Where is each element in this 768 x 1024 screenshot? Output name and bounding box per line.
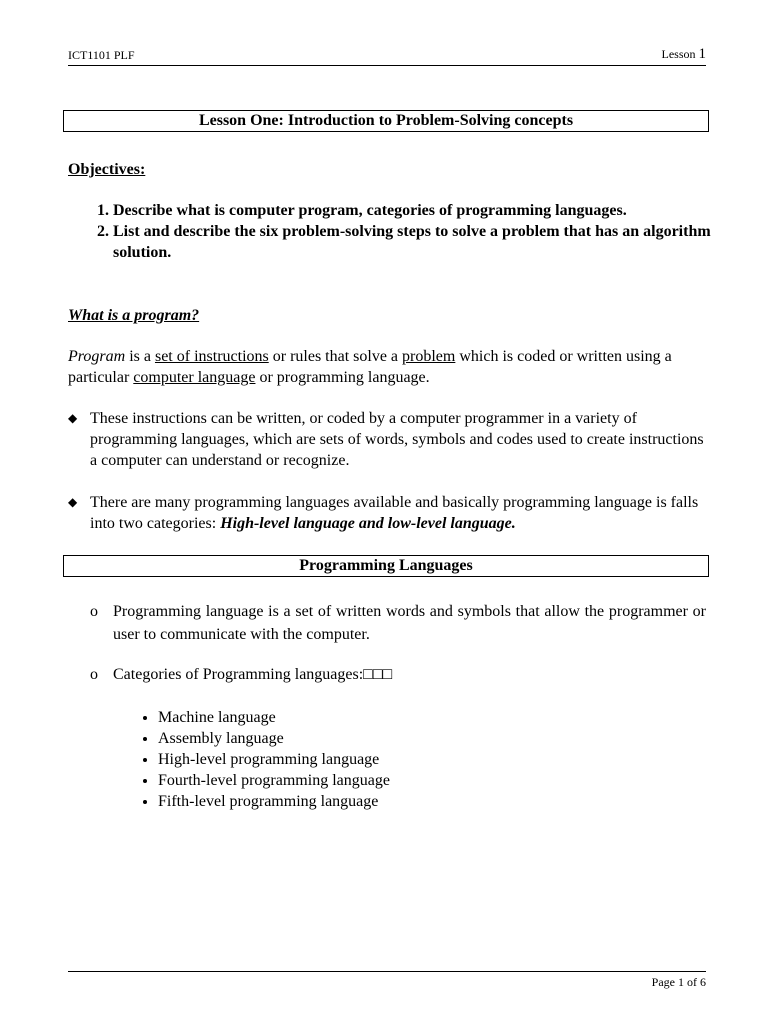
o-item-text: Programming language is a set of written words and symbols that allow the programmer or user to communicate with the computer. [113, 603, 706, 643]
section-title-programming-languages: Programming Languages [63, 555, 709, 577]
objective-item: 1. Describe what is computer program, categories of programming languages. [113, 200, 753, 221]
def-underline-instructions: set of instructions [154, 348, 269, 365]
o-item-definition [90, 600, 706, 646]
header-lesson [662, 46, 707, 63]
o-item-text: Categories of Programming languages:□□□ [113, 666, 393, 683]
lesson-title: Lesson One: Introduction to Problem-Solving concepts [63, 110, 709, 132]
diamond-bullet-icon: ◆ [68, 411, 78, 425]
circle-bullet-icon: o [90, 666, 98, 683]
o-item-categories [90, 664, 706, 685]
program-definition [68, 346, 708, 388]
objective-item: 2. List and describe the six problem-solving steps to solve a problem that has an algorithm solution. [113, 221, 753, 263]
language-item: • Fourth-level programming language [158, 770, 390, 791]
header-lesson-label: Lesson [661, 47, 696, 61]
program-term: Program [68, 348, 126, 365]
header-rule [68, 65, 706, 66]
objectives-list [68, 200, 753, 263]
bullet-categories [68, 492, 708, 534]
language-item: • High-level programming language [158, 749, 390, 770]
language-item: • Fifth-level programming language [158, 791, 390, 812]
bullet-text: These instructions can be written, or coded by a computer programmer in a variety of programming languages, which are sets of words, symbols and codes used to create instructions a computer can understand or recognize. [90, 410, 704, 469]
def-text: is a [125, 348, 155, 365]
what-is-program-heading: What is a program? [68, 307, 200, 324]
diamond-bullet-icon: ◆ [68, 495, 78, 509]
objectives-heading: Objectives: [68, 161, 146, 178]
bullet-instructions [68, 408, 708, 471]
footer-rule [68, 971, 706, 972]
def-text: or programming language. [255, 369, 430, 386]
circle-bullet-icon: o [90, 603, 98, 620]
def-text: which is coded or written using a particular [68, 348, 672, 386]
language-list [130, 707, 390, 812]
def-text: or rules that solve a [268, 348, 403, 365]
def-underline-problem: problem [402, 348, 456, 365]
bullet-text [90, 492, 708, 534]
header-course: ICT1101 PLF [68, 48, 135, 62]
language-item: • Assembly language [158, 728, 390, 749]
footer-page-number: Page 1 of 6 [651, 975, 706, 989]
def-underline-computer-language: computer language [133, 369, 256, 386]
bullet2-text: There are many programming languages available and basically programming language is falls into two categories: [90, 494, 699, 532]
bullet2-emphasis: High-level language and low-level language. [220, 515, 516, 532]
language-item: • Machine language [158, 707, 390, 728]
header-lesson-number: 1 [698, 46, 706, 62]
